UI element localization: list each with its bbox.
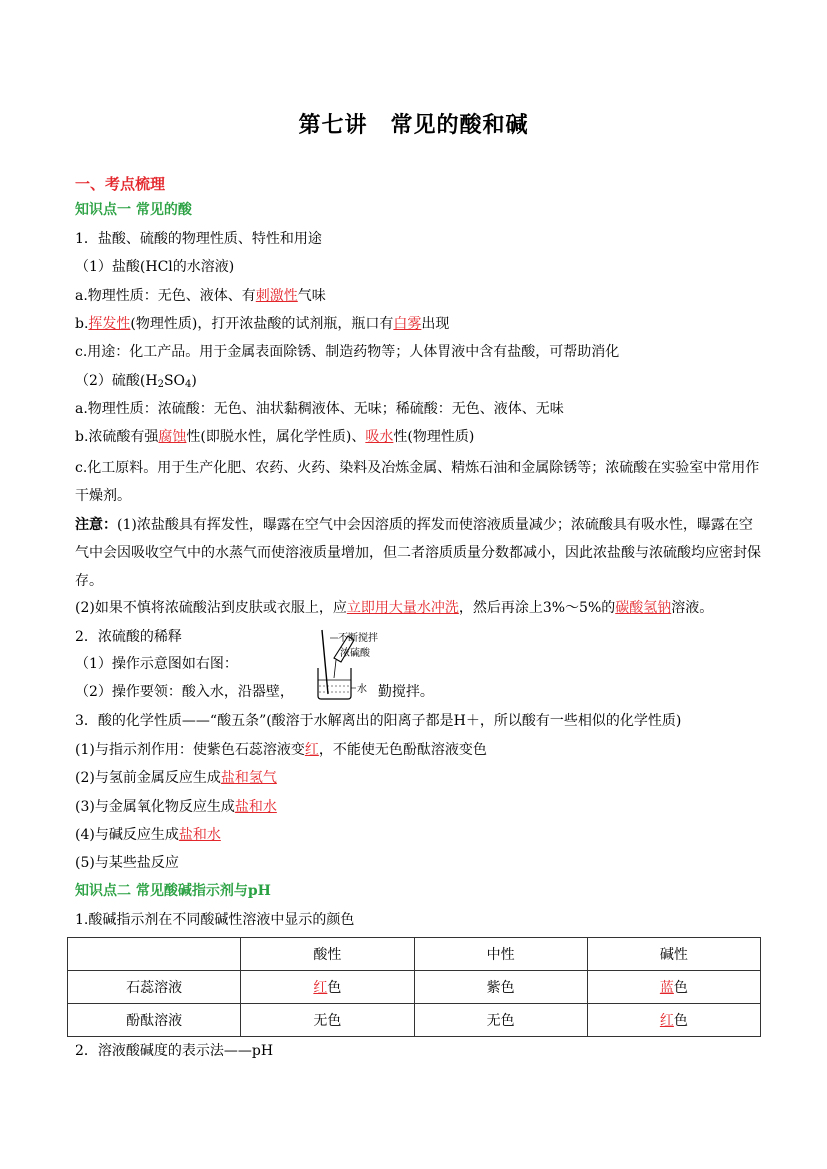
answer-fill: 盐和水 [234,799,277,815]
note-paragraph: 注意：(1)浓盐酸具有挥发性，曝露在空气中会因溶质的挥发而使溶液质量减少；浓硫酸具有吸水性，曝露在空气中会因吸收空气中的水蒸气而使溶液质量增加，但二者溶质质量分数都减小，因此浓盐酸与浓硫酸均应密封保存。 [75,517,761,589]
paragraph: （1）盐酸(HCl的水溶液) [75,259,235,275]
answer-fill: 刺激性 [255,288,298,304]
answer-fill: 挥发性 [88,316,131,332]
diagram-label-stir: 不断搅拌 [338,633,378,644]
paragraph: 2．浓硫酸的稀释 [75,629,182,645]
answer-fill: 红 [304,742,319,758]
table-cell: 酚酞溶液 [68,1004,241,1037]
paragraph: a.物理性质：浓硫酸：无色、油状黏稠液体、无味；稀硫酸：无色、液体、无味 [75,401,564,417]
page-title: 第七讲 常见的酸和碱 [298,112,529,138]
answer-fill: 碳酸氢钠 [615,600,672,616]
paragraph: (2)与氢前金属反应生成盐和氢气 [75,770,277,786]
indicator-table [67,937,761,1037]
knowledge-point-1-heading: 知识点一 常见的酸 [75,202,192,218]
table-header-cell [68,938,241,971]
table-cell: 红色 [587,1004,760,1037]
paragraph: (1)与指示剂作用：使紫色石蕊溶液变红，不能使无色酚酞溶液变色 [75,742,487,758]
paragraph: 1．盐酸、硫酸的物理性质、特性和用途 [75,231,322,247]
answer-fill: 腐蚀 [158,429,187,445]
diagram-label-acid: 浓硫酸 [340,648,370,659]
paragraph: （2）操作要领：酸入水，沿器壁， 勤搅拌。 [75,684,434,700]
paragraph: c.化工原料。用于生产化肥、农药、火药、染料及冶炼金属、精炼石油和金属除锈等；浓硫酸在实验室中常用作干燥剂。 [75,460,760,504]
table-cell: 红色 [241,971,414,1004]
table-row [68,971,761,1004]
table-cell: 紫色 [414,971,587,1004]
paragraph: a.物理性质：无色、液体、有刺激性气味 [75,288,326,304]
paragraph: (5)与某些盐反应 [75,855,179,871]
answer-fill: 白雾 [393,316,422,332]
table-header-cell: 碱性 [587,938,760,971]
answer-fill: 立即用大量水冲洗 [346,600,459,616]
table-cell: 石蕊溶液 [68,971,241,1004]
knowledge-point-2-heading: 知识点二 常见酸碱指示剂与pH [75,883,271,899]
paragraph: （2）硫酸$(H_2SO_4)$ [75,373,197,390]
paragraph: (2)如果不慎将浓硫酸沾到皮肤或衣服上，应立即用大量水冲洗，然后再涂上3%～5%的碳酸氢钠溶液。 [75,600,714,616]
paragraph: （1）操作示意图如右图： [75,656,238,672]
table-cell: 蓝色 [587,971,760,1004]
answer-fill: 盐和水 [178,827,221,843]
glass-rod [322,630,328,694]
table-header-row [68,938,761,971]
paragraph: 1.酸碱指示剂在不同酸碱性溶液中显示的颜色 [75,912,355,928]
paragraph: 2．溶液酸碱度的表示法——pH [75,1043,274,1059]
table-header-cell: 中性 [414,938,587,971]
dilution-diagram [312,628,400,702]
diagram-label-water: 水 [357,684,367,695]
answer-fill: 吸水 [365,429,394,445]
paragraph: c.用途：化工产品。用于金属表面除锈、制造药物等；人体胃液中含有盐酸，可帮助消化 [75,344,620,360]
table-cell: 无色 [414,1004,587,1037]
note-label: 注意： [75,517,117,533]
answer-fill: 盐和氢气 [220,770,277,786]
paragraph: b.浓硫酸有强腐蚀性(即脱水性，属化学性质)、吸水性(物理性质) [75,429,475,445]
paragraph: (3)与金属氧化物反应生成盐和水 [75,799,277,815]
acid-stream [334,660,336,678]
paragraph: 3．酸的化学性质——“酸五条”(酸溶于水解离出的阳离子都是H＋，所以酸有一些相似的化学性质) [75,713,682,729]
paragraph: b.挥发性(物理性质)，打开浓盐酸的试剂瓶，瓶口有白雾出现 [75,316,450,332]
table-header-cell: 酸性 [241,938,414,971]
table-row [68,1004,761,1037]
table-cell: 无色 [241,1004,414,1037]
paragraph: (4)与碱反应生成盐和水 [75,827,221,843]
section-heading: 一、考点梳理 [75,175,166,193]
